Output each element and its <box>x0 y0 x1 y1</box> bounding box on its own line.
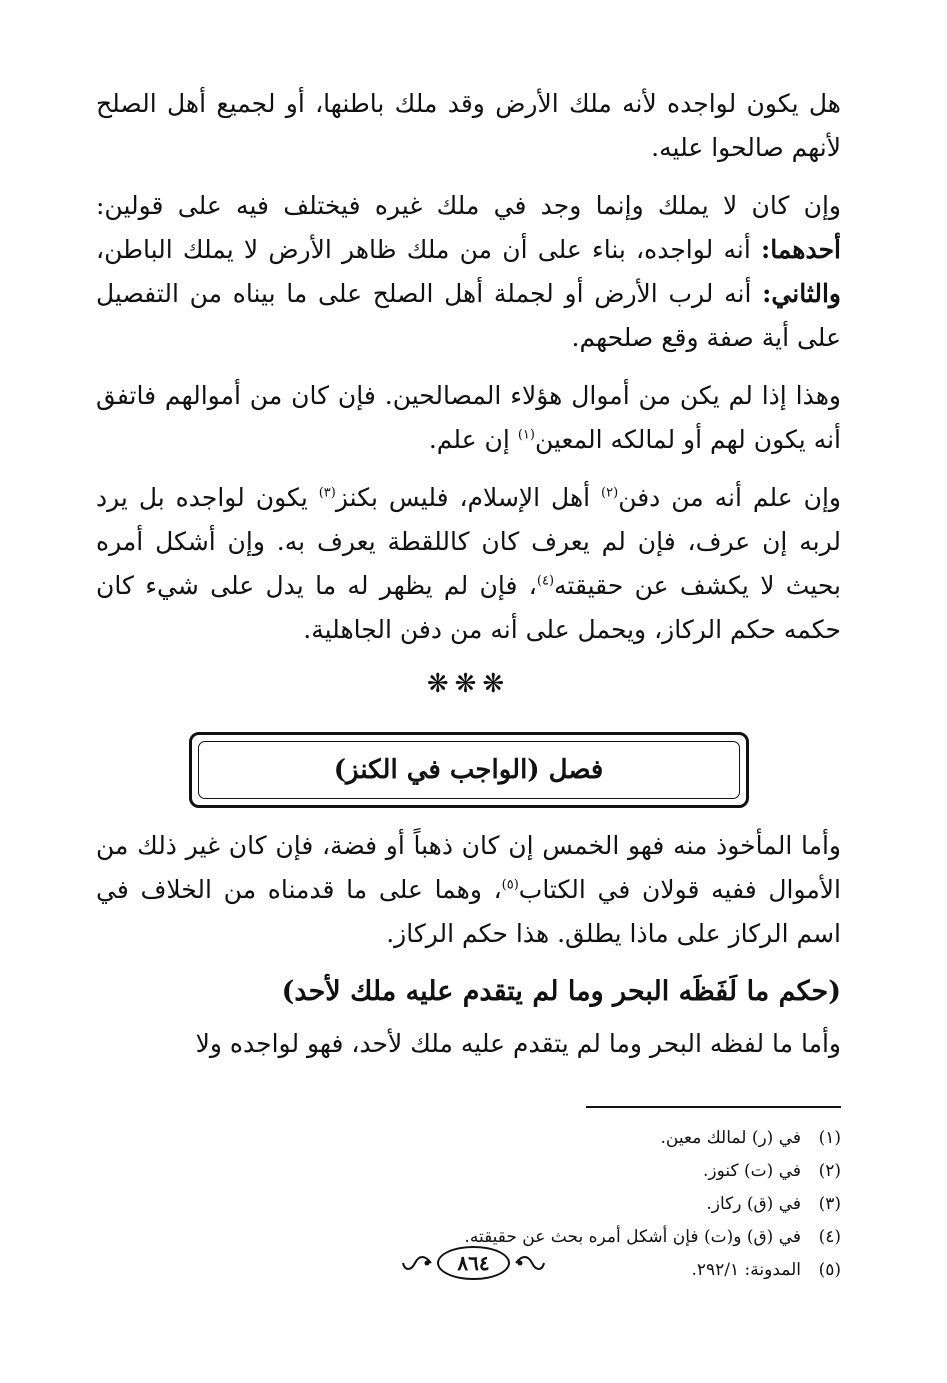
paragraph-2 <box>96 184 841 360</box>
footnote-number: (٥) <box>818 1260 841 1280</box>
paragraph-4-text-d: ، فإن لم يظهر له ما يدل على شيء كان حكمه حكم الركاز، ويحمل على أنه من دفن الجاهلية. <box>96 571 841 644</box>
footnote-text: المدونة: ٢٩٢/١. <box>691 1260 801 1280</box>
first-opinion-lead: أحدهما: <box>760 235 841 264</box>
paragraph-5-text-b: ، وهما على ما قدمناه من الخلاف في اسم الركاز على ماذا يطلق. هذا حكم الركاز. <box>96 875 841 948</box>
paragraph-3-text-b: إن علم. <box>428 425 518 454</box>
footnote-item <box>96 1155 841 1188</box>
paragraph-4-text-a: وإن علم أنه من دفن <box>618 483 841 512</box>
footnote-text: في (ق) ركاز. <box>706 1194 801 1214</box>
second-opinion-text: أنه لرب الأرض أو لجملة أهل الصلح على ما بيناه من التفصيل على أية صفة وقع صلحهم. <box>96 279 841 352</box>
footnote-ref-4[interactable]: (٤) <box>536 573 555 589</box>
section-title: فصل (الواجب في الكنز) <box>333 755 604 785</box>
footnote-ref-5[interactable]: (٥) <box>501 877 519 893</box>
footnote-number: (٢) <box>818 1161 841 1181</box>
paragraph-5 <box>96 824 841 956</box>
footnote-ref-1[interactable]: (١) <box>517 427 535 443</box>
page-number: ٨٦٤ <box>437 1246 509 1280</box>
footnote-item <box>96 1122 841 1155</box>
footnote-number: (٤) <box>818 1227 841 1247</box>
footnote-text: في (ت) كنوز. <box>703 1161 801 1181</box>
footnote-text: في (ق) و(ت) فإن أشكل أمره بحث عن حقيقته. <box>464 1227 801 1247</box>
sub-heading: (حكم ما لَفَظَه البحر وما لم يتقدم عليه ملك لأحد) <box>281 976 841 1007</box>
flourish-icon <box>401 1254 433 1272</box>
paragraph-4 <box>96 476 841 652</box>
paragraph-1 <box>96 82 841 170</box>
page-number-ornament <box>401 1246 545 1280</box>
footnote-number: (٣) <box>818 1194 841 1214</box>
second-opinion-lead: والثاني: <box>762 279 841 308</box>
footnote-ref-2[interactable]: (٢) <box>601 485 619 501</box>
footnote-item <box>96 1188 841 1221</box>
paragraph-6 <box>96 1022 841 1066</box>
paragraph-4-text-b: أهل الإسلام، فليس بكنز <box>335 483 602 512</box>
paragraph-4-text-c: يكون لواجده بل يرد لربه إن عرف، فإن لم يعرف كان كاللقطة يعرف به. وإن أشكل أمره بحيث لا يكشف عن حقيقته <box>96 483 841 600</box>
footnote-text: في (ر) لمالك معين. <box>660 1128 801 1148</box>
footnote-ref-3[interactable]: (٣) <box>318 485 336 501</box>
paragraph-2-intro: وإن كان لا يملك وإنما وجد في ملك غيره فيختلف فيه على قولين: <box>96 191 841 220</box>
page-number-area <box>0 1246 947 1280</box>
paragraph-3-text-a: وهذا إذا لم يكن من أموال هؤلاء المصالحين. فإن كان من أموالهم فاتفق أنه يكون لهم أو لمالكه المعين <box>96 381 841 454</box>
paragraph-5-text-a: وأما المأخوذ منه فهو الخمس إن كان ذهباً أو فضة، فإن كان غير ذلك من الأموال ففيه قولان في الكتاب <box>96 831 841 904</box>
footnote-number: (١) <box>818 1128 841 1148</box>
paragraph-3 <box>96 374 841 462</box>
section-title-frame <box>189 732 749 808</box>
paragraph-6-text: وأما ما لفظه البحر وما لم يتقدم عليه ملك لأحد، فهو لواجده ولا <box>195 1029 841 1058</box>
footnote-divider <box>586 1106 841 1108</box>
page-body <box>96 82 841 1287</box>
section-separator: ❋❋❋ <box>426 669 511 699</box>
paragraph-1-text: هل يكون لواجده لأنه ملك الأرض وقد ملك باطنها، أو لجميع أهل الصلح لأنهم صالحوا عليه. <box>96 89 841 162</box>
first-opinion-text: أنه لواجده، بناء على أن من ملك ظاهر الأرض لا يملك الباطن، <box>96 235 761 264</box>
flourish-icon <box>514 1254 546 1272</box>
